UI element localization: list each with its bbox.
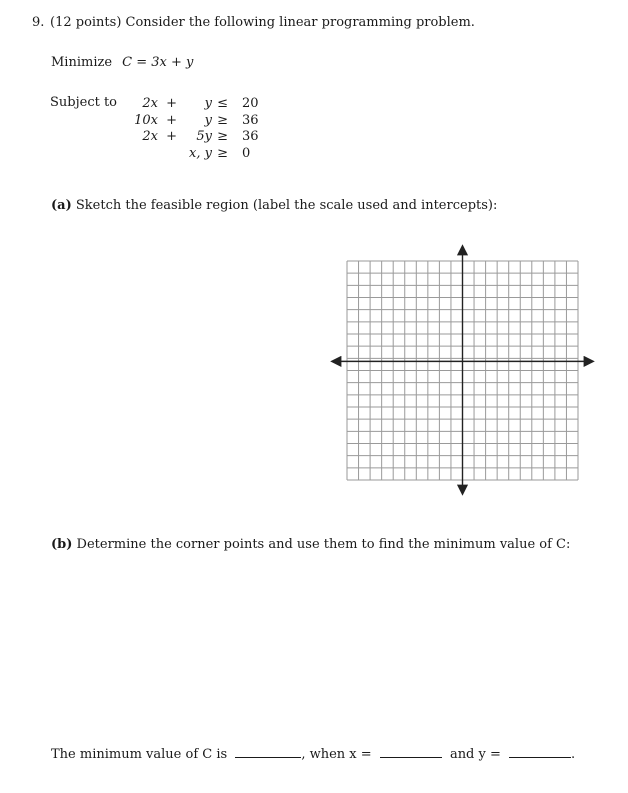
constraint-2-rhs: 36 bbox=[242, 112, 259, 128]
part-a-label: (a) bbox=[51, 198, 72, 213]
part-a-text: Sketch the feasible region (label the scale used and intercepts): bbox=[75, 198, 498, 213]
constraint-3-term1: 2x bbox=[142, 129, 158, 144]
objective-line bbox=[51, 55, 193, 70]
constraint-1-op: + bbox=[166, 96, 177, 111]
constraint-1-rhs: 20 bbox=[242, 96, 259, 111]
min-value-blank[interactable] bbox=[235, 745, 301, 758]
x-value-blank[interactable] bbox=[380, 745, 442, 758]
constraint-4-rhs: 0 bbox=[242, 145, 251, 161]
objective-prefix: Minimize bbox=[51, 55, 113, 70]
answer-part1: The minimum value of C is bbox=[51, 747, 228, 762]
constraint-3-op: + bbox=[166, 129, 177, 144]
constraints-label: Subject to bbox=[50, 95, 118, 110]
problem-number: 9. bbox=[32, 15, 45, 30]
answer-part3: and y = bbox=[449, 747, 501, 762]
answer-line bbox=[51, 745, 575, 762]
answer-part2: , when x = bbox=[301, 747, 372, 762]
constraint-3-relation: ≥ bbox=[217, 129, 228, 144]
part-b bbox=[51, 537, 570, 552]
constraint-4-term2: x, y bbox=[189, 145, 212, 161]
constraint-3-term2: 5y bbox=[196, 129, 212, 144]
constraint-3-rhs: 36 bbox=[242, 129, 259, 144]
constraint-1-term2: y bbox=[204, 96, 212, 111]
problem-intro: (12 points) Consider the following linear programming problem. bbox=[50, 15, 475, 30]
graph-grid[interactable] bbox=[330, 244, 595, 496]
part-a bbox=[51, 198, 497, 213]
constraint-4-relation: ≥ bbox=[217, 145, 228, 161]
objective-expression: C = 3x + y bbox=[122, 55, 194, 70]
answer-end: . bbox=[571, 747, 576, 762]
constraints-table bbox=[120, 96, 270, 168]
constraint-1-term1: 2x bbox=[142, 96, 158, 111]
constraint-2-term2: y bbox=[204, 112, 212, 128]
part-b-text: Determine the corner points and use them to find the minimum value of C: bbox=[76, 537, 571, 552]
constraint-2-relation: ≥ bbox=[217, 112, 228, 128]
constraint-2-op: + bbox=[166, 112, 177, 128]
y-value-blank[interactable] bbox=[509, 745, 571, 758]
constraint-2-term1: 10x bbox=[134, 112, 158, 128]
constraint-1-relation: ≤ bbox=[217, 96, 228, 111]
part-b-label: (b) bbox=[51, 537, 73, 552]
